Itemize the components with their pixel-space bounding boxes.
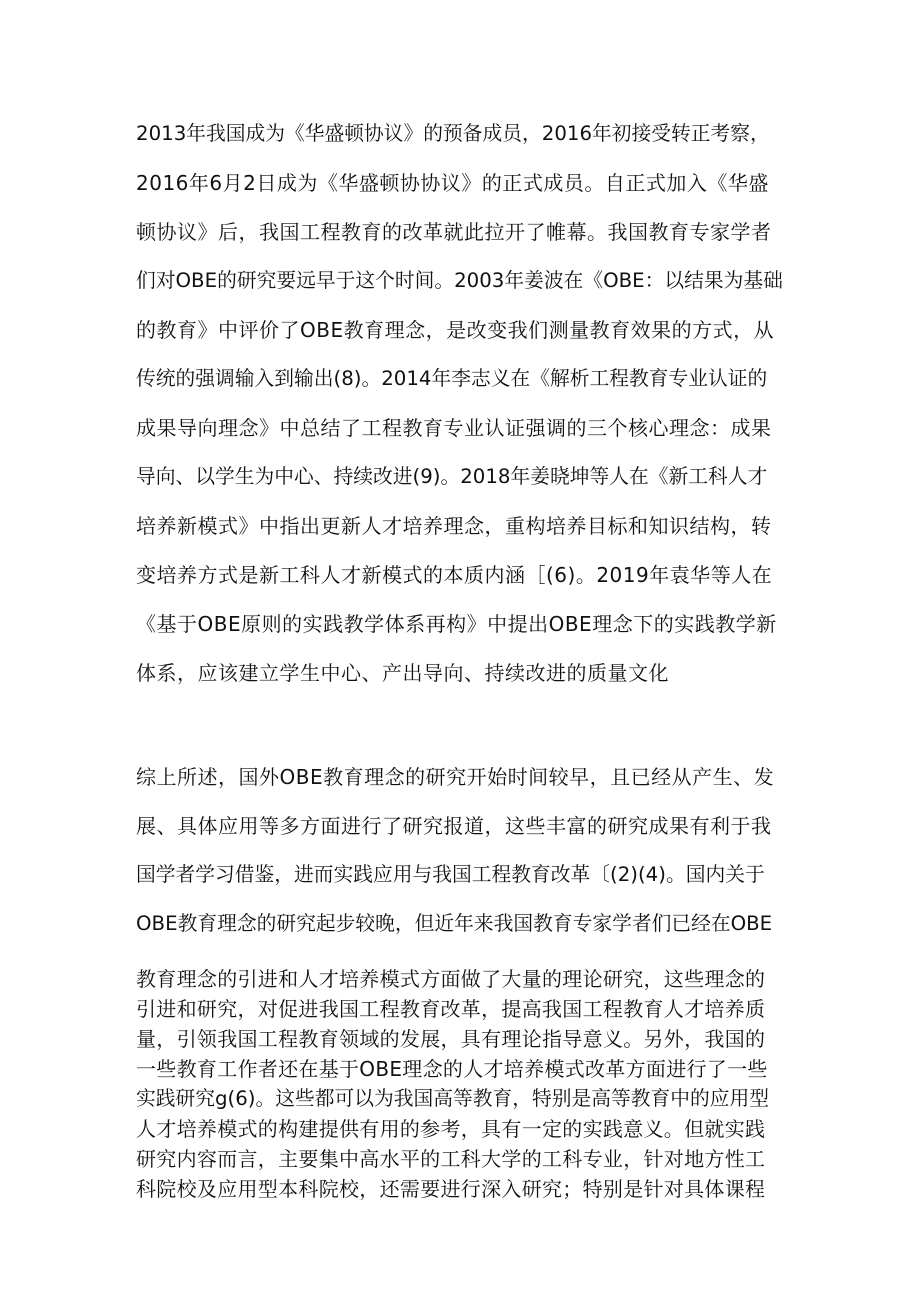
text-line: 教育理念的引进和人才培养模式方面做了大量的理论研究，这些理念的 [136,967,766,991]
text-line: 量，引领我国工程教育领域的发展，具有理论指导意义。另外，我国的 [136,1027,766,1051]
text-line: OBE教育理念的研究起步较晚，但近年来我国教育专家学者们已经在OBE [136,912,773,935]
text-line: 体系，应该建立学生中心、产出导向、持续改进的质量文化 [136,661,669,685]
text-line: 成果导向理念》中总结了工程教育专业认证强调的三个核心理念：成果 [136,416,772,440]
text-line: 们对OBE的研究要远早于这个时间。2003年姜波在《OBE：以结果为基础 [136,269,783,292]
text-line: 科院校及应用型本科院校，还需要进行深入研究；特别是针对具体课程 [136,1177,766,1201]
text-line: 国学者学习借鉴，进而实践应用与我国工程教育改革〔(2)(4)。国内关于 [136,863,765,886]
text-line: 顿协议》后，我国工程教育的改革就此拉开了帷幕。我国教育专家学者 [136,220,772,244]
text-line: 《基于OBE原则的实践教学体系再构》中提出OBE理念下的实践教学新 [136,612,777,636]
text-line: 综上所述，国外OBE教育理念的研究开始时间较早，且已经从产生、发 [136,765,775,789]
text-line: 引进和研究，对促进我国工程教育改革，提高我国工程教育人才培养质 [136,997,766,1021]
text-line: 研究内容而言，主要集中高水平的工科大学的工科专业，针对地方性工 [136,1147,766,1171]
text-line: 一些教育工作者还在基于OBE理念的人才培养模式改革方面进行了一些 [136,1057,768,1081]
text-line: 导向、以学生为中心、持续改进(9)。2018年姜晓坤等人在《新工科人才 [136,465,768,488]
text-line: 传统的强调输入到输出(8)。2014年李志义在《解析工程教育专业认证的 [136,367,768,390]
text-line: 的教育》中评价了OBE教育理念，是改变我们测量教育效果的方式，从 [136,318,775,342]
text-line: 2016年6月2日成为《华盛顿协协议》的正式成员。自正式加入《华盛 [136,171,769,195]
text-line: 培养新模式》中指出更新人才培养理念，重构培养目标和知识结构，转 [136,514,772,538]
text-line: 2013年我国成为《华盛顿协议》的预备成员，2016年初接受转正考察， [136,122,770,145]
text-line: 变培养方式是新工科人才新模式的本质内涵［(6)。2019年袁华等人在 [136,563,773,587]
text-line: 实践研究g(6)。这些都可以为我国高等教育，特别是高等教育中的应用型 [136,1087,770,1110]
text-line: 人才培养模式的构建提供有用的参考，具有一定的实践意义。但就实践 [136,1117,766,1141]
text-line: 展、具体应用等多方面进行了研究报道，这些丰富的研究成果有利于我 [136,814,772,838]
